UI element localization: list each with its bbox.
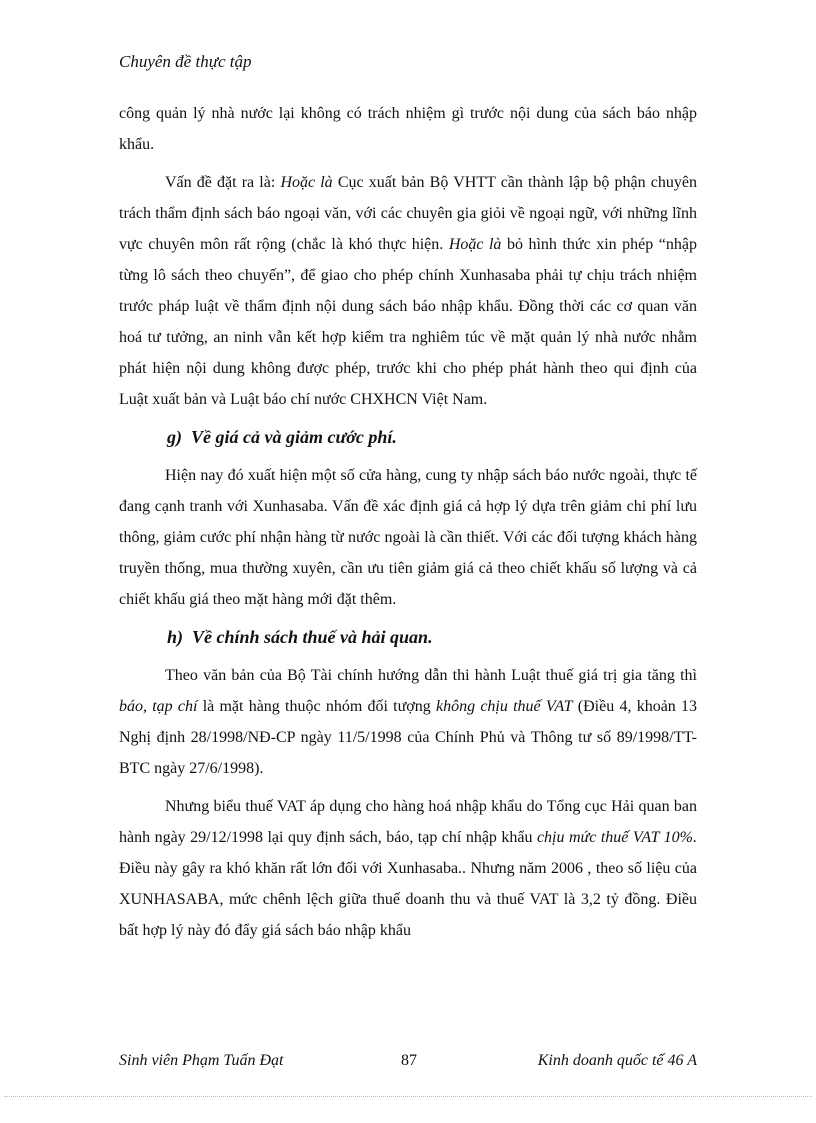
footer-page-number: 87 [401,1052,417,1069]
page-bottom-border [4,1096,812,1097]
section-heading-g [119,422,697,453]
emphasis-vat-exempt: không chịu thuế VAT [436,698,573,715]
text-run: Theo văn bản của Bộ Tài chính hướng dẫn thi hành Luật thuế giá trị gia tăng thì [165,667,697,684]
footer-class: Kinh doanh quốc tế 46 A [537,1052,697,1069]
heading-text: Về giá cả và giảm cước phí. [191,427,397,447]
heading-marker: h) [167,627,184,647]
emphasis-or: Hoặc là [448,236,502,253]
text-run: Điều này gây ra khó khăn rất lớn đối với Xunhasaba.. Nhưng năm 2006 , theo số liệu của XUNHASABA, mức chênh lệch giữa thuế doanh thu và thuế VAT là 3,2 tỷ đồng. Điều bất hợp lý này đó đẩy giá sách báo nhập khẩu [119,860,697,939]
text-run: (Điều 4, khoản 13 Nghị định 28/1998/NĐ-CP ngày 11/5/1998 của Chính Phủ và Thông tư số 89/1998/TT-BTC ngày 27/6/1998). [119,698,698,777]
emphasis-either: Hoặc là [280,174,333,191]
page-header: Chuyên đề thực tập [119,52,252,71]
text-run: Vấn đề đặt ra là: [165,174,281,191]
emphasis-press: báo, tạp chí [119,698,198,715]
emphasis-vat-rate: chịu mức thuế VAT 10%. [536,829,697,846]
heading-text: Về chính sách thuế và hải quan. [192,627,433,647]
paragraph-tax-guidance [119,660,697,784]
footer-student: Sinh viên Phạm Tuấn Đạt [119,1052,284,1069]
text-run: bỏ hình thức xin phép “nhập từng lô sách theo chuyến”, để giao cho phép chính Xunhasaba phải tự chịu trách nhiệm trước pháp luật về thẩm định nội dung sách báo nhập khẩu. Đồng thời các cơ quan văn hoá tư tưởng, an ninh vẫn kết hợp kiểm tra nghiêm túc về mặt quản lý nhà nước nhằm phát hiện nội dung không được phép, trước khi cho phép phát hành theo qui định của Luật xuất bản và Luật báo chí nước CHXHCN Việt Nam. [119,236,697,408]
section-heading-h [119,622,697,653]
paragraph-continuation: công quản lý nhà nước lại không có trách nhiệm gì trước nội dung của sách báo nhập khẩu. [119,105,697,153]
paragraph-pricing: Hiện nay đó xuất hiện một số cửa hàng, cung ty nhập sách báo nước ngoài, thực tế đang cạnh tranh với Xunhasaba. Vấn đề xác định giá cả hợp lý dựa trên giảm chi phí lưu thông, giảm cước phí nhận hàng từ nước ngoài là cần thiết. Với các đối tượng khách hàng truyền thống, mua thường xuyên, cần ưu tiên giảm giá cả theo chiết khấu số lượng và cả chiết khấu giá theo mặt hàng mới đặt thêm. [119,467,697,608]
text-run: Cục xuất bản Bộ VHTT cần thành lập bộ phận chuyên trách thẩm định sách báo ngoại văn, với các chuyên gia giỏi về ngoại ngữ, với những lĩnh vực chuyên môn rất rộng (chắc là khó thực hiện. [119,174,697,253]
page-body [119,98,697,953]
text-run: Nhưng biểu thuế VAT áp dụng cho hàng hoá nhập khẩu do Tổng cục Hải quan ban hành ngày 29/12/1998 lại quy định sách, báo, tạp chí nhập khẩu [119,798,697,846]
heading-marker: g) [167,427,182,447]
text-run: là mặt hàng thuộc nhóm đối tượng [197,698,436,715]
paragraph-vat-tariff [119,791,697,946]
paragraph-issue [119,167,697,415]
